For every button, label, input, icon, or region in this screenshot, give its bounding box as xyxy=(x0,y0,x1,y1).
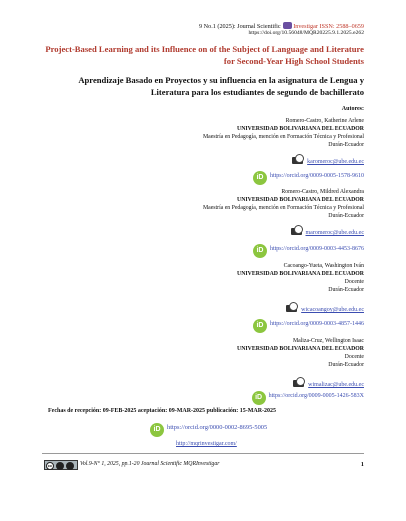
author-city: Durán-Ecuador xyxy=(328,142,364,148)
author-email[interactable]: wicacoangoy@ube.edu.ec xyxy=(301,307,364,313)
author-institution: UNIVERSIDAD BOLIVARIANA DEL ECUADOR xyxy=(237,197,364,203)
footer-divider xyxy=(42,453,364,454)
orcid-icon: iD xyxy=(252,391,266,405)
publication-dates: Fechas de recepción: 09-FEB-2025 aceptación: 09-MAR-2025 publicación: 15-MAR-2025 xyxy=(48,408,277,414)
author-orcid-line[interactable] xyxy=(252,391,364,405)
author-email-line[interactable] xyxy=(293,377,364,389)
title-english: Project-Based Learning and its Influence on of the Subject of Language and Literature for Second-Year High School Students xyxy=(45,44,364,66)
cc-by-nc-sa-icon: cc xyxy=(44,460,78,470)
author-role: Docente xyxy=(344,354,364,360)
page-number: 1 xyxy=(360,461,364,468)
journal-header-line xyxy=(199,22,364,30)
footer-citation: Vol.9-N° 1, 2025, pp.1-20 Journal Scientific MQRInvestigar xyxy=(80,461,220,467)
author-role: Maestría en Pedagogía, mención en Formación Técnica y Profesional xyxy=(202,134,364,140)
author-institution: UNIVERSIDAD BOLIVARIANA DEL ECUADOR xyxy=(237,346,364,352)
author-city: Durán-Ecuador xyxy=(328,213,364,219)
orcid-icon: iD xyxy=(253,244,267,258)
mqr-logo-icon xyxy=(283,22,292,29)
corresponding-orcid[interactable]: https://orcid.org/0000-0002-8695-5005 xyxy=(167,424,268,431)
author-orcid-line[interactable] xyxy=(253,171,364,185)
email-icon xyxy=(286,302,300,314)
title-spanish: Aprendizaje Basado en Proyectos y su influencia en la asignatura de Lengua y Literatura para los estudiantes de segundo de bachillerato xyxy=(78,75,364,97)
author-name: Cacoango-Yueta, Washington Iván xyxy=(283,263,364,269)
orcid-icon: iD xyxy=(150,423,164,437)
author-city: Durán-Ecuador xyxy=(328,287,364,293)
email-icon xyxy=(293,377,307,389)
author-email-line[interactable] xyxy=(286,302,364,314)
author-block xyxy=(84,117,364,149)
author-name: Romero-Castro, Mildred Alexandra xyxy=(281,189,364,195)
author-name: Romero-Castro, Katherine Arlene xyxy=(285,118,364,124)
author-block xyxy=(84,262,364,294)
journal-website-link[interactable]: http://mqrinvestigar.com/ xyxy=(176,441,237,447)
author-city: Durán-Ecuador xyxy=(328,362,364,368)
author-orcid-line[interactable] xyxy=(253,244,364,258)
journal-issn-text: Investigar ISSN: 2588–0659 xyxy=(293,23,364,30)
journal-volume-text: 9 No.1 (2025): Journal Scientific xyxy=(199,23,281,30)
author-orcid[interactable]: https://orcid.org/0009-0003-4857-1446 xyxy=(269,321,364,327)
author-email[interactable]: karomeroc@ube.edu.ec xyxy=(307,159,364,165)
author-orcid[interactable]: https://orcid.org/0009-0003-4453-8676 xyxy=(269,246,364,252)
author-role: Docente xyxy=(344,279,364,285)
doi-link[interactable]: https://doi.org/10.56048/MQR20225.9.1.2025.e262 xyxy=(248,30,364,36)
author-block xyxy=(84,188,364,220)
corresponding-orcid-line[interactable] xyxy=(150,423,267,437)
author-name: Maliza-Cruz, Wellington Isaac xyxy=(292,338,364,344)
author-institution: UNIVERSIDAD BOLIVARIANA DEL ECUADOR xyxy=(237,126,364,132)
author-email-line[interactable] xyxy=(291,225,365,237)
author-orcid[interactable]: https://orcid.org/0009-0005-1426-583X xyxy=(268,393,364,399)
author-email[interactable]: wimalizac@ube.edu.ec xyxy=(308,382,364,388)
orcid-icon: iD xyxy=(253,319,267,333)
author-orcid-line[interactable] xyxy=(253,319,364,333)
orcid-icon: iD xyxy=(253,171,267,185)
author-orcid[interactable]: https://orcid.org/0009-0005-1578-9610 xyxy=(269,173,364,179)
author-block xyxy=(84,337,364,369)
author-institution: UNIVERSIDAD BOLIVARIANA DEL ECUADOR xyxy=(237,271,364,277)
authors-heading: Autores: xyxy=(341,106,364,112)
author-email-line[interactable] xyxy=(292,154,364,166)
author-email[interactable]: maromeroc@ube.edu.ec xyxy=(305,230,364,236)
email-icon xyxy=(291,225,305,237)
email-icon xyxy=(292,154,306,166)
author-role: Maestría en Pedagogía, mención en Formación Técnica y Profesional xyxy=(202,205,364,211)
